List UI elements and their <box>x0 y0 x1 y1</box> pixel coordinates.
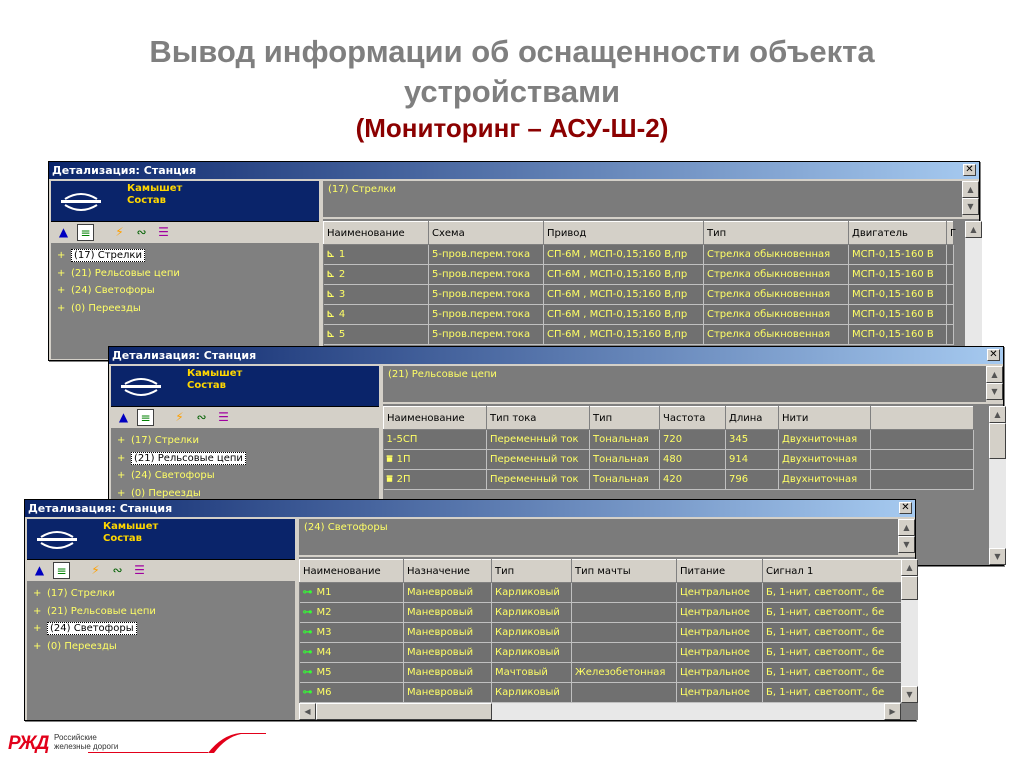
col-header[interactable]: Наименование <box>384 407 487 430</box>
station-tool-icon[interactable]: ▲ <box>58 225 69 239</box>
window-titlebar[interactable] <box>109 347 1003 364</box>
list-tool-icon[interactable]: ≡ <box>137 409 154 426</box>
col-header[interactable]: Тип <box>492 560 572 583</box>
toolbar <box>51 222 319 244</box>
detail-window-signals <box>24 499 916 721</box>
table-row[interactable]: ⊶ М6 Маневровый Карликовый Центральное Б, 1-нит, светоопт., бе <box>300 683 902 703</box>
station-icon <box>59 189 103 215</box>
tree-item-signals[interactable]: + (24) Светофоры <box>57 285 155 296</box>
table-row[interactable]: ⊶ М3 Маневровый Карликовый Центральное Б, 1-нит, светоопт., бе <box>300 623 902 643</box>
h-scroll-thumb[interactable] <box>316 703 492 720</box>
station-name: Камышет <box>187 368 243 379</box>
signal-icon: ⊶ <box>302 647 313 658</box>
scroll-up-icon[interactable]: ▲ <box>962 181 979 198</box>
tree-item-switches[interactable]: + (17) Стрелки <box>117 435 199 446</box>
scroll-right-icon[interactable]: ▶ <box>884 703 901 720</box>
switch-icon: ⊾ <box>326 309 335 320</box>
caption-scrollbar[interactable] <box>962 181 979 217</box>
toolbar <box>111 407 379 429</box>
window-title: Детализация: Станция <box>52 164 197 177</box>
table-row[interactable]: ⩸ 2П Переменный ток Тональная 420 796 Двухниточная <box>384 470 974 490</box>
station-sub: Состав <box>127 195 167 206</box>
caption-scrollbar[interactable] <box>898 519 915 555</box>
wave-icon[interactable]: ∾ <box>136 225 147 239</box>
table-row[interactable]: ⊾ 4 5-пров.перем.тока СП-6М , МСП-0,15;160 В,пр Стрелка обыкновенная МСП-0,15-160 В <box>324 305 954 325</box>
slide-title: Вывод информации об оснащенности объекта устройствами <box>149 34 875 109</box>
signal-icon: ⊶ <box>302 587 313 598</box>
crossing-icon[interactable]: ☰ <box>134 563 145 577</box>
station-icon <box>35 527 79 553</box>
left-panel <box>27 519 295 720</box>
col-header[interactable]: Г <box>947 222 954 245</box>
col-header[interactable]: Назначение <box>404 560 492 583</box>
track-circuit-icon: ⩸ <box>386 474 393 485</box>
data-table <box>323 221 957 345</box>
close-button[interactable]: ✕ <box>963 164 976 176</box>
station-icon <box>119 374 163 400</box>
col-header[interactable]: Тип тока <box>487 407 590 430</box>
col-header[interactable]: Нити <box>779 407 871 430</box>
tree-item-crossings[interactable]: + (0) Переезды <box>57 302 141 314</box>
wave-icon[interactable]: ∾ <box>112 563 123 577</box>
right-panel <box>296 519 915 720</box>
rzd-logo-line2: железные дороги <box>54 742 119 751</box>
col-header[interactable]: Двигатель <box>849 222 947 245</box>
slide-subtitle: (Мониторинг – АСУ-Ш-2) <box>355 113 669 143</box>
rzd-logo-line1: Российские <box>54 733 97 742</box>
table-scrollbar[interactable] <box>965 221 982 361</box>
table-scrollbar[interactable] <box>989 406 1006 565</box>
col-header[interactable]: Сигнал 1 <box>763 560 902 583</box>
detail-window-switches <box>48 161 980 361</box>
scroll-up-icon[interactable]: ▲ <box>989 406 1006 423</box>
table-row[interactable]: ⊾ 2 5-пров.перем.тока СП-6М , МСП-0,15;160 В,пр Стрелка обыкновенная МСП-0,15-160 В <box>324 265 954 285</box>
station-name: Камышет <box>103 521 159 532</box>
table-row[interactable]: 1-5СП Переменный ток Тональная 720 345 Двухниточная <box>384 430 974 450</box>
tree-item-crossings[interactable]: + (0) Переезды <box>33 640 117 652</box>
close-button[interactable]: ✕ <box>899 502 912 514</box>
section-caption: (17) Стрелки ▲ ▼ <box>323 181 979 219</box>
tree-item-track-circuits[interactable]: + (21) Рельсовые цепи <box>117 450 379 468</box>
crossing-icon[interactable]: ☰ <box>158 225 169 239</box>
signal-icon: ⊶ <box>302 687 313 698</box>
horizontal-scrollbar[interactable] <box>299 703 901 720</box>
list-tool-icon[interactable]: ≡ <box>77 224 94 241</box>
table-row[interactable]: ⊶ М4 Маневровый Карликовый Центральное Б, 1-нит, светоопт., бе <box>300 643 902 663</box>
col-header[interactable]: Привод <box>544 222 704 245</box>
tree-item-track-circuits[interactable]: + (21) Рельсовые цепи <box>57 267 180 279</box>
station-tool-icon[interactable]: ▲ <box>34 563 45 577</box>
col-header[interactable]: Частота <box>660 407 726 430</box>
list-tool-icon[interactable]: ≡ <box>53 562 70 579</box>
col-header[interactable]: Питание <box>677 560 763 583</box>
caption-scrollbar[interactable] <box>986 366 1003 402</box>
lightning-icon[interactable]: ⚡ <box>175 410 184 424</box>
station-header <box>27 519 295 560</box>
scroll-down-icon[interactable]: ▼ <box>986 383 1003 400</box>
station-header <box>111 366 379 407</box>
track-circuit-icon: ⩸ <box>386 454 393 465</box>
signal-icon: ⊶ <box>302 667 313 678</box>
rzd-logo-text: РЖД <box>8 733 49 754</box>
scroll-up-icon[interactable]: ▲ <box>986 366 1003 383</box>
tree <box>27 582 295 655</box>
tree-item-signals[interactable]: + (24) Светофоры <box>117 470 215 481</box>
scroll-down-icon[interactable]: ▼ <box>962 198 979 215</box>
signal-icon: ⊶ <box>302 607 313 618</box>
scroll-up-icon[interactable]: ▲ <box>901 559 918 576</box>
table-scrollbar[interactable] <box>901 559 918 703</box>
tree-item-track-circuits[interactable]: + (21) Рельсовые цепи <box>33 605 156 617</box>
col-header[interactable]: Длина <box>726 407 779 430</box>
section-caption: (21) Рельсовые цепи ▲ ▼ <box>383 366 1003 404</box>
table-row[interactable]: ⊶ М2 Маневровый Карликовый Центральное Б, 1-нит, светоопт., бе <box>300 603 902 623</box>
table-row[interactable]: ⊾ 3 5-пров.перем.тока СП-6М , МСП-0,15;160 В,пр Стрелка обыкновенная МСП-0,15-160 В <box>324 285 954 305</box>
scroll-down-icon[interactable]: ▼ <box>901 686 918 703</box>
scroll-left-icon[interactable]: ◀ <box>299 703 316 720</box>
grid-switches <box>323 221 982 345</box>
station-header <box>51 181 319 222</box>
col-header[interactable]: Тип <box>590 407 660 430</box>
col-header[interactable]: Наименование <box>300 560 404 583</box>
section-caption: (24) Светофоры ▲ ▼ <box>299 519 915 557</box>
right-panel <box>320 181 979 359</box>
switch-icon: ⊾ <box>326 249 335 260</box>
station-tool-icon[interactable]: ▲ <box>118 410 129 424</box>
table-row[interactable]: ⊾ 5 5-пров.перем.тока СП-6М , МСП-0,15;160 В,пр Стрелка обыкновенная МСП-0,15-160 В <box>324 325 954 345</box>
table-row[interactable]: ⩸ 1П Переменный ток Тональная 480 914 Двухниточная <box>384 450 974 470</box>
table-row[interactable]: ⊶ М5 Маневровый Мачтовый Железобетонная Центральное Б, 1-нит, светоопт., бе <box>300 663 902 683</box>
window-titlebar[interactable] <box>49 162 979 179</box>
scroll-thumb[interactable] <box>901 576 918 600</box>
col-header[interactable]: Наименование <box>324 222 429 245</box>
window-title: Детализация: Станция <box>112 349 257 362</box>
scroll-thumb[interactable] <box>989 423 1006 459</box>
station-sub: Состав <box>187 380 227 391</box>
signal-icon: ⊶ <box>302 627 313 638</box>
toolbar <box>27 560 295 582</box>
tree <box>111 429 379 502</box>
data-table <box>383 406 974 490</box>
grid-signals <box>299 559 918 720</box>
left-panel <box>51 181 319 359</box>
col-header[interactable]: Тип <box>704 222 849 245</box>
lightning-icon[interactable]: ⚡ <box>115 225 124 239</box>
tree-item-switches[interactable]: + (17) Стрелки <box>33 588 115 599</box>
window-title: Детализация: Станция <box>28 502 173 515</box>
scroll-down-icon[interactable]: ▼ <box>989 548 1006 565</box>
scroll-up-icon[interactable]: ▲ <box>898 519 915 536</box>
tree-item-crossings[interactable]: + (0) Переезды <box>117 487 201 499</box>
wave-icon[interactable]: ∾ <box>196 410 207 424</box>
lightning-icon[interactable]: ⚡ <box>91 563 100 577</box>
col-header[interactable]: Схема <box>429 222 544 245</box>
data-table <box>299 559 902 703</box>
switch-icon: ⊾ <box>326 289 335 300</box>
tree-item-switches[interactable]: + (17) Стрелки <box>57 247 319 265</box>
table-row[interactable]: ⊶ М1 Маневровый Карликовый Центральное Б, 1-нит, светоопт., бе <box>300 583 902 603</box>
station-name: Камышет <box>127 183 183 194</box>
tree <box>51 244 319 317</box>
scroll-down-icon[interactable]: ▼ <box>898 536 915 553</box>
window-titlebar[interactable] <box>25 500 915 517</box>
tree-item-signals[interactable]: + (24) Светофоры <box>33 620 295 638</box>
col-header[interactable] <box>871 407 974 430</box>
station-sub: Состав <box>103 533 143 544</box>
switch-icon: ⊾ <box>326 269 335 280</box>
close-button[interactable]: ✕ <box>987 349 1000 361</box>
table-row[interactable]: ⊾ 1 5-пров.перем.тока СП-6М , МСП-0,15;160 В,пр Стрелка обыкновенная МСП-0,15-160 В <box>324 245 954 265</box>
switch-icon: ⊾ <box>326 329 335 340</box>
scroll-up-icon[interactable]: ▲ <box>965 221 982 238</box>
crossing-icon[interactable]: ☰ <box>218 410 229 424</box>
col-header[interactable]: Тип мачты <box>572 560 677 583</box>
